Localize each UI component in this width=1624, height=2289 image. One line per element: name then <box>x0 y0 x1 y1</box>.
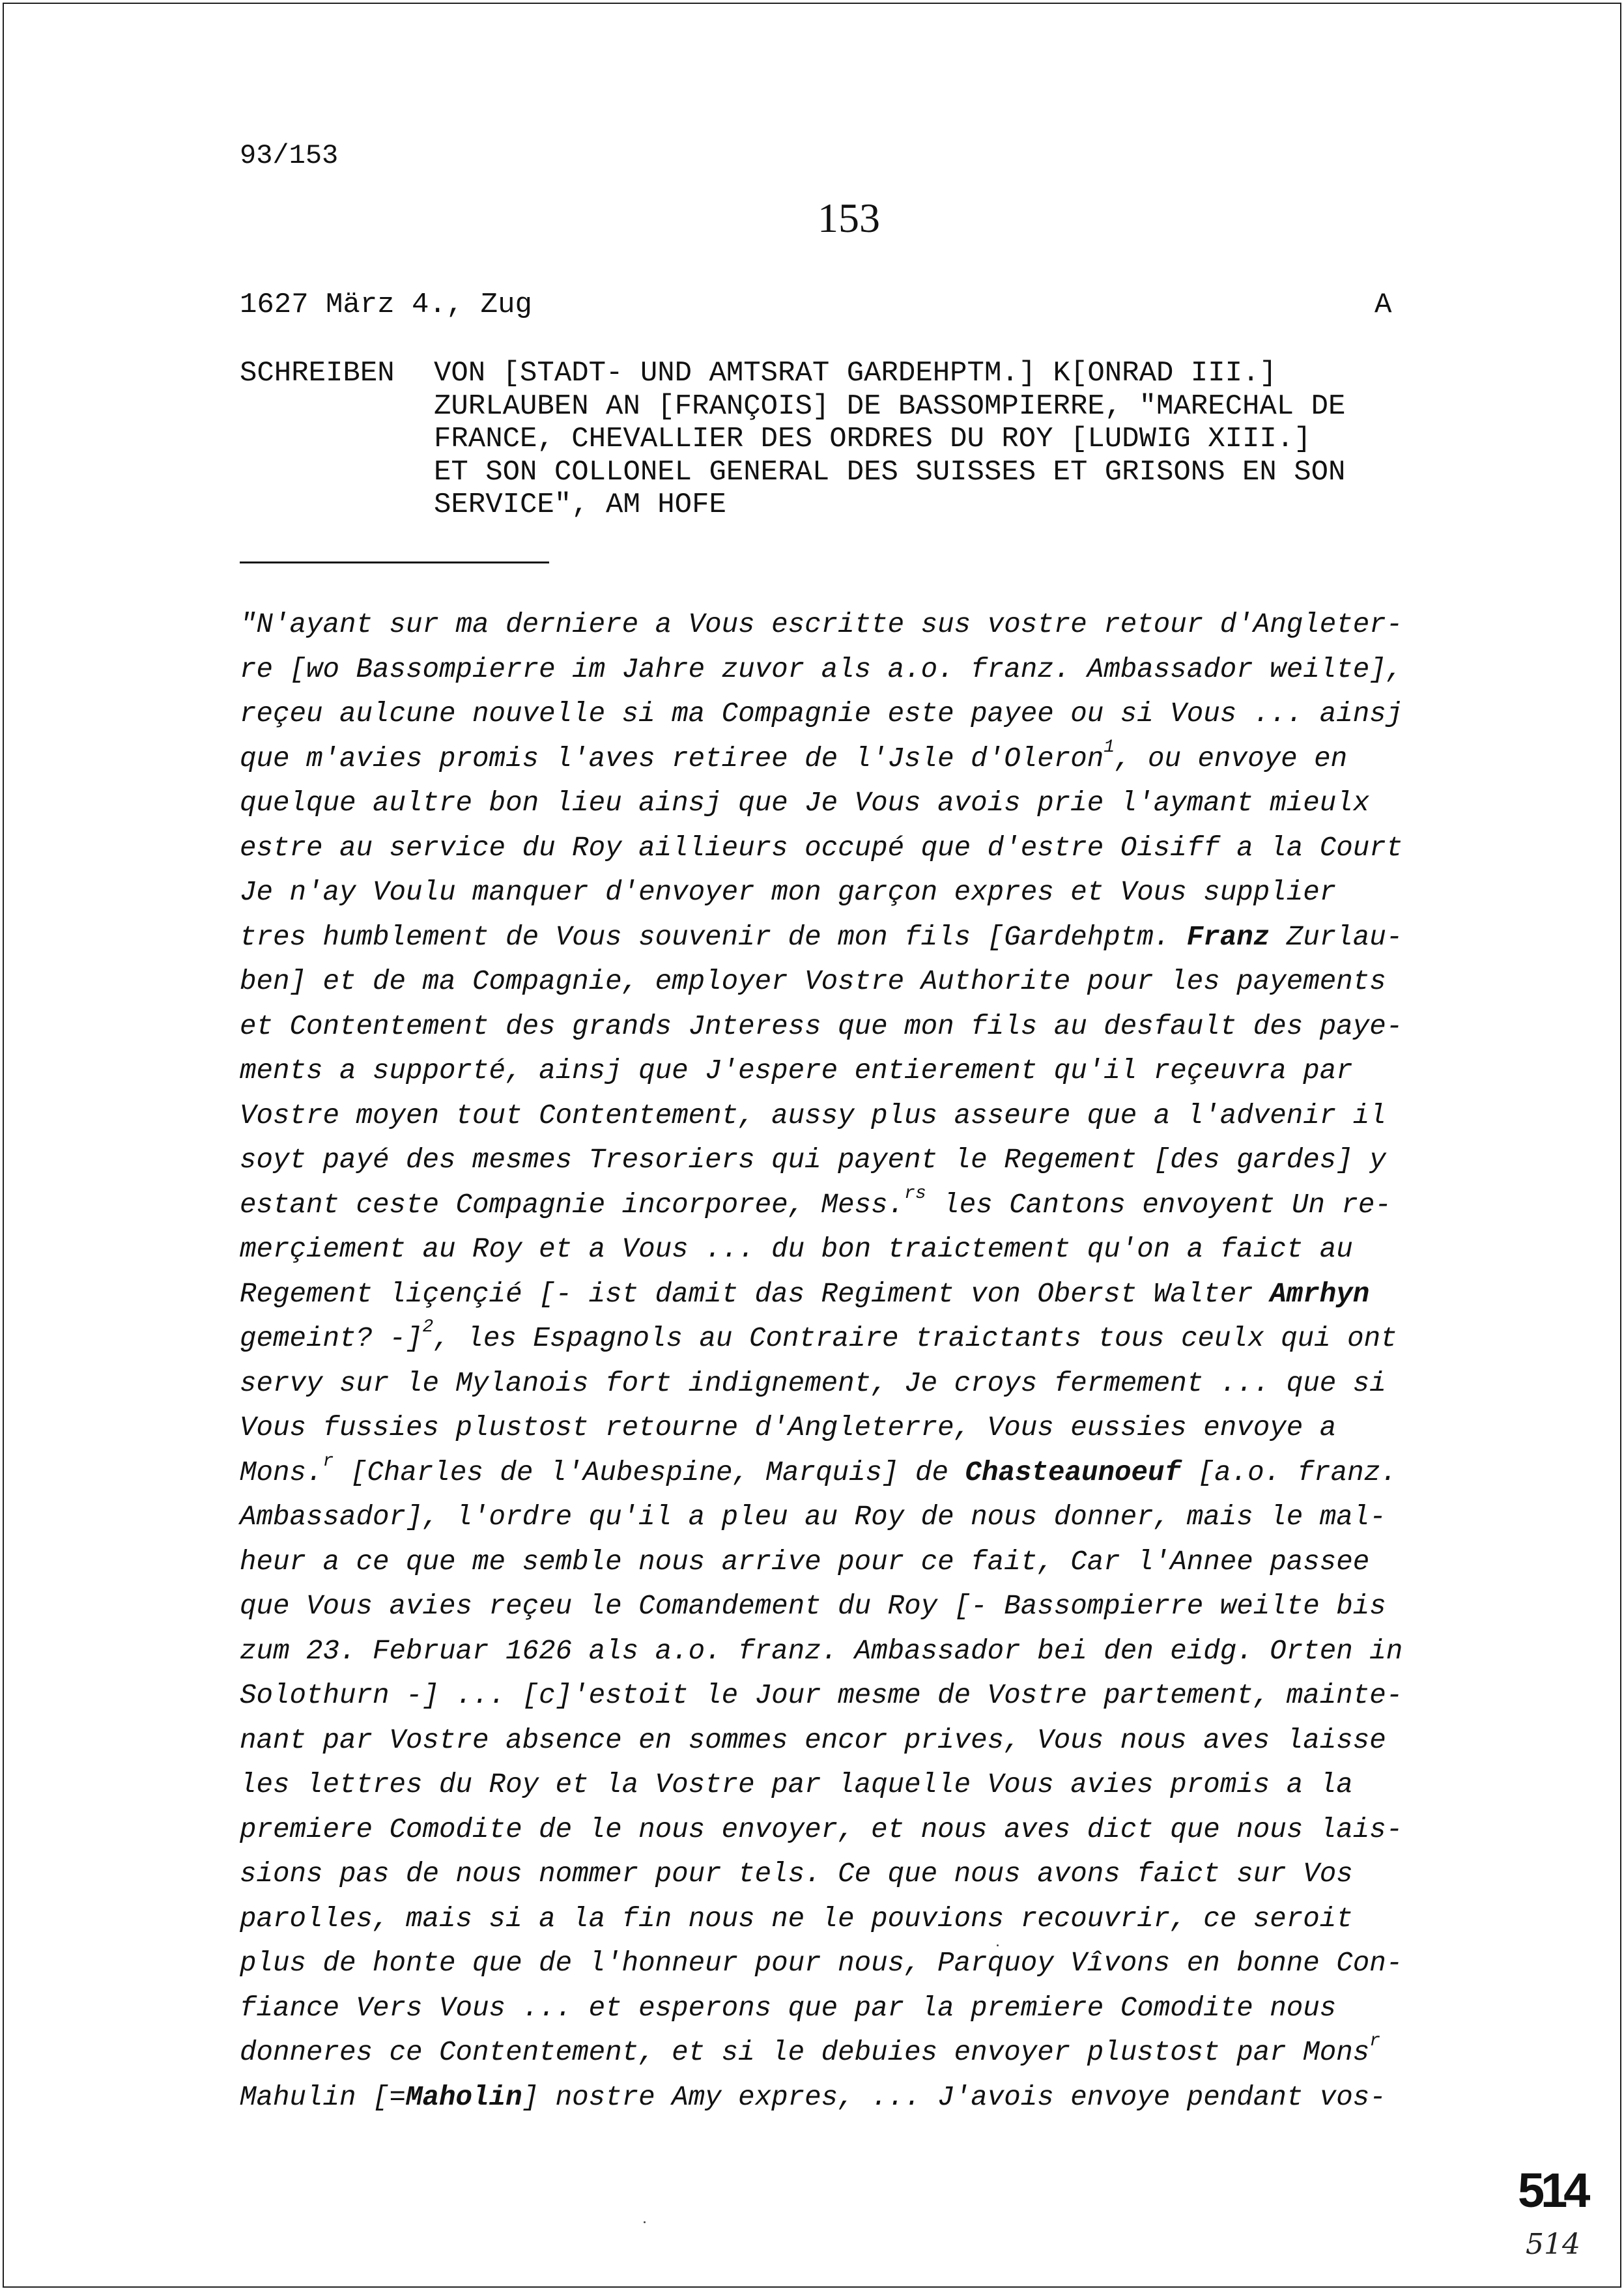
text-segment: , ou envoye en <box>1115 743 1348 775</box>
text-line <box>240 603 1484 647</box>
text-line <box>240 1004 1484 1049</box>
text-line <box>240 1808 1484 1853</box>
text-segment: estre au service du Roy aillieurs occupé que d'estre Oisiff a la Court <box>240 832 1403 864</box>
text-line <box>240 1718 1484 1763</box>
text-segment: Zurlau- <box>1270 921 1403 953</box>
text-line <box>240 960 1484 1004</box>
text-segment: Vostre moyen tout Contentement, aussy plus asseure que a l'advenir il <box>240 1100 1386 1131</box>
archive-page-stamp: 514 <box>1518 2163 1587 2217</box>
text-segment: les lettres du Roy et la Vostre par laquelle Vous avies promis a la <box>240 1769 1353 1800</box>
handwritten-page-number: 514 <box>1526 2228 1580 2261</box>
title-line: ET SON COLLONEL GENERAL DES SUISSES ET GRISONS EN SON <box>434 455 1346 489</box>
text-segment: [Charles de l'Aubespine, Marquis] de <box>334 1457 965 1488</box>
title-line: FRANCE, CHEVALLIER DES ORDRES DU ROY [LUDWIG XIII.] <box>434 423 1311 455</box>
text-segment: Vous fussies plustost retourne d'Angleterre, Vous eussies envoye a <box>240 1412 1337 1443</box>
text-line <box>240 1897 1484 1942</box>
text-segment: "N'ayant sur ma derniere a Vous escritte sus vostre retour d'Angleter- <box>240 609 1403 640</box>
text-line <box>240 826 1484 871</box>
superscript: rs <box>904 1183 926 1204</box>
title-label: SCHREIBEN <box>240 357 395 390</box>
text-segment: parolles, mais si a la fin nous ne le pouvions recouvrir, ce seroit <box>240 1903 1353 1935</box>
text-line <box>240 1406 1484 1451</box>
text-segment: estant ceste Compagnie incorporee, Mess. <box>240 1189 905 1221</box>
document-title <box>434 357 1483 522</box>
text-line <box>240 1941 1484 1986</box>
text-segment: re [wo Bassompierre im Jahre zuvor als a.o. franz. Ambassador weilte], <box>240 653 1403 685</box>
text-segment: [a.o. franz. <box>1181 1457 1397 1488</box>
title-line: VON [STADT- UND AMTSRAT GARDEHPTM.] K[ONRAD III.] <box>434 357 1277 390</box>
text-segment: fiance Vers Vous ... et esperons que par la premiere Comodite nous <box>240 1992 1337 2024</box>
text-segment: merçiement au Roy et a Vous ... du bon traictement qu'on a faict au <box>240 1234 1353 1265</box>
text-line <box>240 1227 1484 1272</box>
text-segment: servy sur le Mylanois fort indignement, Je croys fermement ... que si <box>240 1367 1386 1399</box>
text-segment: Mons. <box>240 1457 323 1488</box>
text-line <box>240 1763 1484 1808</box>
ink-speck <box>997 1944 999 1946</box>
text-segment: gemeint? -] <box>240 1323 423 1354</box>
text-segment: Ambassador], l'ordre qu'il a pleu au Roy de nous donner, mais le mal- <box>240 1501 1386 1533</box>
bold-name: Franz <box>1186 921 1270 953</box>
text-segment: et Contentement des grands Jnteress que mon fils au desfault des paye- <box>240 1010 1403 1042</box>
text-line <box>240 737 1484 782</box>
text-segment: reçeu aulcune nouvelle si ma Compagnie este payee ou si Vous ... ainsj <box>240 698 1403 730</box>
text-segment: donneres ce Contentement, et si le debuies envoyer plustost par Mons <box>240 2037 1370 2068</box>
text-line <box>240 1673 1484 1718</box>
text-line <box>240 1361 1484 1406</box>
text-segment: tres humblement de Vous souvenir de mon fils [Gardehptm. <box>240 921 1187 953</box>
text-segment: Solothurn -] ... [c]'estoit le Jour mesme de Vostre partement, mainte- <box>240 1680 1403 1711</box>
superscript: r <box>322 1451 334 1472</box>
text-segment: sions pas de nous nommer pour tels. Ce que nous avons faict sur Vos <box>240 1858 1353 1890</box>
text-line <box>240 647 1484 692</box>
text-segment: , les Espagnols au Contraire traictants tous ceulx qui ont <box>433 1323 1397 1354</box>
text-line <box>240 1049 1484 1094</box>
text-line <box>240 1986 1484 2031</box>
date-place: 1627 März 4., Zug <box>240 289 532 321</box>
text-line <box>240 781 1484 826</box>
page-number: 153 <box>818 195 880 241</box>
text-line <box>240 1495 1484 1540</box>
separator-rule <box>240 562 549 563</box>
bold-name: Amrhyn <box>1270 1278 1370 1310</box>
text-segment: nant par Vostre absence en sommes encor prives, Vous nous aves laisse <box>240 1724 1386 1756</box>
category-letter: A <box>1375 289 1392 321</box>
text-line <box>240 1094 1484 1139</box>
text-segment: les Cantons envoyent Un re- <box>926 1189 1391 1221</box>
text-line <box>240 1183 1484 1228</box>
text-line <box>240 1272 1484 1317</box>
text-line <box>240 1316 1484 1361</box>
text-line <box>240 2075 1484 2120</box>
bold-name: Maholin <box>406 2081 522 2113</box>
text-segment: quelque aultre bon lieu ainsj que Je Vous avois prie l'aymant mieulx <box>240 788 1370 819</box>
text-segment: plus de honte que de l'honneur pour nous, Parquoy Vîvons en bonne Con- <box>240 1948 1403 1979</box>
text-line <box>240 915 1484 960</box>
text-line <box>240 1540 1484 1585</box>
text-segment: heur a ce que me semble nous arrive pour ce fait, Car l'Annee passee <box>240 1546 1370 1578</box>
superscript: 1 <box>1104 737 1115 758</box>
text-line <box>240 1451 1484 1496</box>
ink-speck <box>644 2221 646 2223</box>
text-line <box>240 1584 1484 1629</box>
text-line <box>240 2030 1484 2075</box>
text-segment: Mahulin [= <box>240 2081 406 2113</box>
text-line <box>240 1629 1484 1674</box>
title-line: ZURLAUBEN AN [FRANÇOIS] DE BASSOMPIERRE, "MARECHAL DE <box>434 390 1346 423</box>
text-segment: zum 23. Februar 1626 als a.o. franz. Ambassador bei den eidg. Orten in <box>240 1635 1403 1667</box>
title-line: SERVICE", AM HOFE <box>434 489 726 521</box>
text-line <box>240 870 1484 915</box>
text-segment: ments a supporté, ainsj que J'espere entierement qu'il reçeuvra par <box>240 1055 1353 1087</box>
text-line <box>240 1852 1484 1897</box>
text-segment: que m'avies promis l'aves retiree de l'Jsle d'Oleron <box>240 743 1104 775</box>
document-reference: 93/153 <box>240 140 339 171</box>
text-segment: Regement liçençié [- ist damit das Regiment von Oberst Walter <box>240 1278 1270 1310</box>
superscript: r <box>1369 2031 1381 2051</box>
bold-name: Chasteaunoeuf <box>965 1457 1182 1488</box>
text-segment: soyt payé des mesmes Tresoriers qui payent le Regement [des gardes] y <box>240 1144 1386 1176</box>
text-segment: premiere Comodite de le nous envoyer, et nous aves dict que nous lais- <box>240 1813 1403 1845</box>
superscript: 2 <box>422 1317 434 1337</box>
text-segment: que Vous avies reçeu le Comandement du Roy [- Bassompierre weilte bis <box>240 1591 1386 1622</box>
text-line <box>240 1138 1484 1183</box>
text-line <box>240 692 1484 737</box>
text-segment: Je n'ay Voulu manquer d'envoyer mon garçon expres et Vous supplier <box>240 877 1337 908</box>
text-segment: ben] et de ma Compagnie, employer Vostre Authorite pour les payements <box>240 966 1386 997</box>
letter-text <box>240 603 1484 2120</box>
text-segment: ] nostre Amy expres, ... J'avois envoye pendant vos- <box>522 2081 1386 2113</box>
